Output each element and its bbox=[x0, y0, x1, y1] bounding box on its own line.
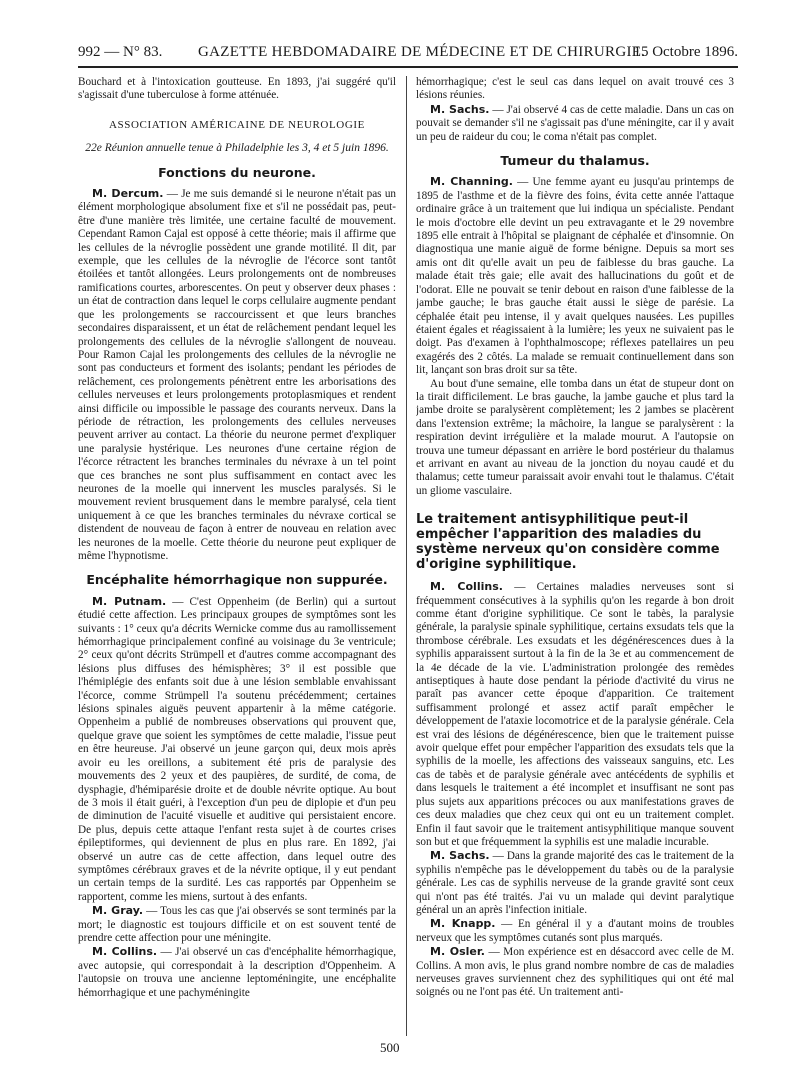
page-folio: 500 bbox=[380, 1040, 400, 1055]
paragraph-osler bbox=[416, 945, 734, 1000]
journal-title: GAZETTE HEBDOMADAIRE DE MÉDECINE ET DE CHIRURGIE. bbox=[198, 44, 646, 60]
paragraph-collins bbox=[78, 945, 396, 1000]
speaker-name: M. Collins. bbox=[430, 580, 503, 594]
paragraph-knapp bbox=[416, 917, 734, 945]
paragraph-text: — Certaines maladies nerveuses sont si fréquemment consécutives à la syphilis qu'on les regarde à bon droit comme étant d'origine syphilitique. Ce sont le tabès, la paralysie générale, la paralysie spinale syphilitique, certains exsudats tels que la thrombose cérébrale. Les exsudats et les dégénérescences dues à la syphilis apparaissent surtout à la fin de la 3e et au commencement de la 4e décade de la vie. L'administration prolongée des remèdes antiseptiques à haute dose pendant la période d'activité du virus ne paraît pas avancer cette époque d'apparition. Ce traitement suffisamment prolongé et assez actif paraît empêcher le développement de l'ataxie locomotrice et de la paralysie générale. Cela est vrai des lésions de dégénérescence, bien que le traitement puisse avoir quelque effet pour empêcher l'apparition des exsudats tels que la syphilis de la moelle, les affections des vaisseaux sanguins, etc. Les cas de tabès et de paralysie générale avec antécédents de syphilis et dans lesquels le traitement a été incomplet et insuffisant ne sont pas plus sujets aux apparitions précoces ou aux manifestations graves de ces deux maladies que chez ceux qui ont eu un traitement complet. Enfin il faut savoir que le traitement antisyphilitique manque souvent son but et que fréquemment la syphilis est une maladie incurable. bbox=[416, 581, 734, 848]
paragraph-sachs-2 bbox=[416, 849, 734, 917]
section-heading-thalamus: Tumeur du thalamus. bbox=[500, 153, 650, 169]
paragraph-text: — C'est Oppenheim (de Berlin) qui a surtout étudié cette affection. Les principaux groupes de symptômes sont les suivants : 1° ceux qu'a décrits Wernicke comme dus au ramollissement hémorrhagique principalement confiné au voisinage du 3e ventricule; 2° ceux qu'ont décrits Strümpell et d'autres comme accompagnant des lésions plus diffuses des hémisphères; 3° il est possible que l'hémiplégie des enfants soit due à une lésion semblable envahissant l'écorce, comme Strümpell l'a soutenu précédemment; certaines lésions spinales aiguës peuvent appartenir à la même catégorie. Oppenheim a publié de nombreuses observations qui prouvent que, quelque grave que soient les symptômes de cette maladie, l'issue peut en être heureuse. J'ai observé un jeune garçon qui, deux mois après avoir eu les oreillons, a subitement été pris de paralysie des mouvements des 2 yeux et des paupières, de surdité, de coma, de dysphagie, d'hémiparésie droite et de double névrite optique. Au bout de 3 mois il était guéri, à l'exception d'un peu de diplopie et d'un peu de diminution de l'acuité visuelle et auditive qui persistaient encore. De plus, depuis cette attaque l'enfant resta sujet à de courtes crises épileptiformes, qui deviennent de plus en plus rare. En 1892, j'ai observé un autre cas de cette affection, dans lequel outre des symptômes cérébraux graves et de la névrite optique, il y eut pendant un certain temps de la surdité. Les cas rapportés par Oppenheim se rapportent, comme les miens, surtout à des enfants. bbox=[78, 595, 396, 903]
section-heading-encephalite: Encéphalite hémorrhagique non suppurée. bbox=[86, 572, 388, 588]
paragraph-putnam bbox=[78, 595, 396, 904]
paragraph-channing bbox=[416, 175, 734, 377]
speaker-name: M. Sachs. bbox=[430, 102, 490, 116]
right-column bbox=[416, 76, 734, 1036]
paragraph-text: — Tous les cas que j'ai observés se sont terminés par la mort; le diagnostic est toujours difficile et on est souvent tenté de prendre cette affection pour une méningite. bbox=[78, 905, 396, 944]
paragraph-collins-2 bbox=[416, 580, 734, 849]
meeting-subtitle: 22e Réunion annuelle tenue à Philadelphie les 3, 4 et 5 juin 1896. bbox=[85, 142, 389, 155]
paragraph-sachs bbox=[416, 103, 734, 144]
column-divider bbox=[406, 76, 407, 1036]
page-number: 992 — N° 83. bbox=[78, 44, 163, 60]
paragraph-text: — Je me suis demandé si le neurone n'était pas un élément morphologique absolument fixe et s'il ne possédait pas, peut-être d'une manière très limitée, une certaine faculté de mouvement. Cependant Ramon Cajal est opposé à cette théorie; mais il affirme que les cellules de la névroglie possèdent une grande motilité. Il dit, par exemple, que les cellules de la névroglie de l'écorce sont tantôt étoilées et tantôt allongées. Leurs prolongements ont de nombreuses ramifications courtes, arborescentes. On peut y observer deux phases : un état de contraction dans lequel le corps cellulaire augmente pendant que les prolongements se raccourcissent et que leurs branches secondaires disparaissent, et un état de relâchement pendant lequel les prolongements des cellules de la névroglie s'allongent de nouveau. Pour Ramon Cajal les prolongements des cellules de la névroglie ne sont pas conducteurs et forment des isolants; pendant les périodes de relâchement, ces prolongements pénètrent entre les arborisations des cellules nerveuses et leurs prolongements protoplasmiques et rendent ainsi difficile ou impossible le passage des courants nerveux. Dans la période de rétraction, les prolongements des cellules nerveuses peuvent arriver au contact. La théorie du neurone permet d'expliquer une paralysie hystérique. Les neurones d'une certaine région de l'écorce rétractent les branches terminales du névraxe à un tel point que ces branches ne sont plus suffisamment en contact avec les neurones de la moelle qui innervent les muscles paralysés. Si le mouvement revient brusquement dans le membre paralysé, cela tient uniquement à ce que les branches terminales du névraxe cortical se distendent de nouveau de façon à entrer de nouveau en relation avec les neurones de la moelle. Cette théorie du neurone peut expliquer de même l'hypnotisme. bbox=[78, 188, 396, 562]
header-rule bbox=[78, 66, 738, 68]
paragraph-text: — En général il y a d'autant moins de troubles nerveux que les symptômes cutanés sont plus marqués. bbox=[416, 918, 734, 944]
speaker-name: M. Putnam. bbox=[92, 594, 167, 608]
paragraph-text: — Mon expérience est en désaccord avec celle de M. Collins. A mon avis, le plus grand nombre nombre de cas de maladies nerveuses graves surviennent chez des syphilitiques qui ont été mal soignés ou ne l'ont pas été. Un traitement anti- bbox=[416, 946, 734, 999]
speaker-name: M. Knapp. bbox=[430, 917, 496, 931]
speaker-name: M. Sachs. bbox=[430, 849, 490, 863]
speaker-name: M. Osler. bbox=[430, 945, 485, 959]
paragraph-text: — J'ai observé 4 cas de cette maladie. Dans un cas on pouvait se demander s'il ne s'agissait pas d'une méningite, car il y avait un peu de raideur du cou; le coma n'était pas complet. bbox=[416, 103, 734, 143]
section-heading-neurone: Fonctions du neurone. bbox=[158, 164, 316, 180]
paragraph-text: — Une femme ayant eu jusqu'au printemps de 1895 de l'asthme et de la fièvre des foins, évita cette année l'attaque ordinaire grâce à un traitement que lui indiqua un spécialiste. Pendant le mois d'octobre elle devint un peu extravagante et le 29 novembre 1895 elle entrait à l'hôpital se plaignant de céphalée et d'insomnie. On diagnostiqua une manie aiguë de forme bénigne. Depuis sa mort ses amis ont dit qu'elle avait un peu de faiblesse du bras gauche. La malade était très gaie; elle avait des hallucinations du goût et de l'odorat. Elle ne pouvait se tenir debout en raison d'une faiblesse de la jambe gauche; le bras gauche était aussi le siège de parésie. La céphalée était peu intense, il y avait quelques nausées. Les pupilles étaient égales et réagissaient à la lumière; les yeux ne suivaient pas le doigt. Pas d'examen à l'ophthalmoscope; réflexes patellaires un peu exagérés des 2 côtés. La malade se remuait continuellement dans son lit, lançant son bras droit sur sa tête. bbox=[416, 176, 734, 377]
section-heading-antisyphilitique: Le traitement antisyphilitique peut-il empêcher l'apparition des maladies du système nerveux qu'on considère comme d'origine syphilitique. bbox=[416, 512, 720, 573]
speaker-name: M. Dercum. bbox=[92, 187, 164, 201]
association-title: ASSOCIATION AMÉRICAINE DE NEUROLOGIE bbox=[109, 118, 365, 131]
issue-date: 15 Octobre 1896. bbox=[633, 44, 738, 60]
paragraph-dercum bbox=[78, 187, 396, 563]
left-column bbox=[78, 76, 396, 1036]
paragraph-channing-cont: Au bout d'une semaine, elle tomba dans un état de stupeur dont on la tirait difficilement. Le bras gauche, la jambe gauche et plus tard la jambe droite se paralysèrent complètement; les 2 jambes se placèrent dans l'extension extrême; la mâchoire, la langue se paralysèrent : la respiration devint irrégulière et la malade mourut. A l'autopsie on trouva une tumeur dépassant en arrière le bord postérieur du thalamus et arrivant en avant au niveau de la jonction du noyau caudé et du thalamus; cette tumeur paraissait avoir envahi tout le thalamus. C'était un gliome vasculaire. bbox=[416, 377, 734, 497]
paragraph-gray bbox=[78, 904, 396, 945]
left-intro-paragraph: Bouchard et à l'intoxication goutteuse. En 1893, j'ai suggéré qu'il s'agissait d'une tuberculose à forme atténuée. bbox=[78, 76, 396, 102]
speaker-name: M. Collins. bbox=[92, 945, 158, 959]
running-header bbox=[78, 36, 738, 66]
paragraph-text: — J'ai observé un cas d'encéphalite hémorrhagique, avec autopsie, qui correspondait à la description d'Oppenheim. A l'autopsie on trouva une ancienne leptoméningite, une encéphalite hémorrhagique et une pachyméningite bbox=[78, 946, 396, 999]
right-intro-paragraph: hémorrhagique; c'est le seul cas dans lequel on avait trouvé ces 3 lésions réunies. bbox=[416, 76, 734, 102]
speaker-name: M. Gray. bbox=[92, 904, 144, 918]
speaker-name: M. Channing. bbox=[430, 175, 513, 189]
paragraph-text: — Dans la grande majorité des cas le traitement de la syphilis n'empêche pas le développement du tabès ou de la paralysie générale. Les cas de syphilis nerveuse de la grande gravité sont ceux qui n'ont pas été traités. J'ai vu un malade qui devint paralytique général un an après l'infection initiale. bbox=[416, 850, 734, 916]
